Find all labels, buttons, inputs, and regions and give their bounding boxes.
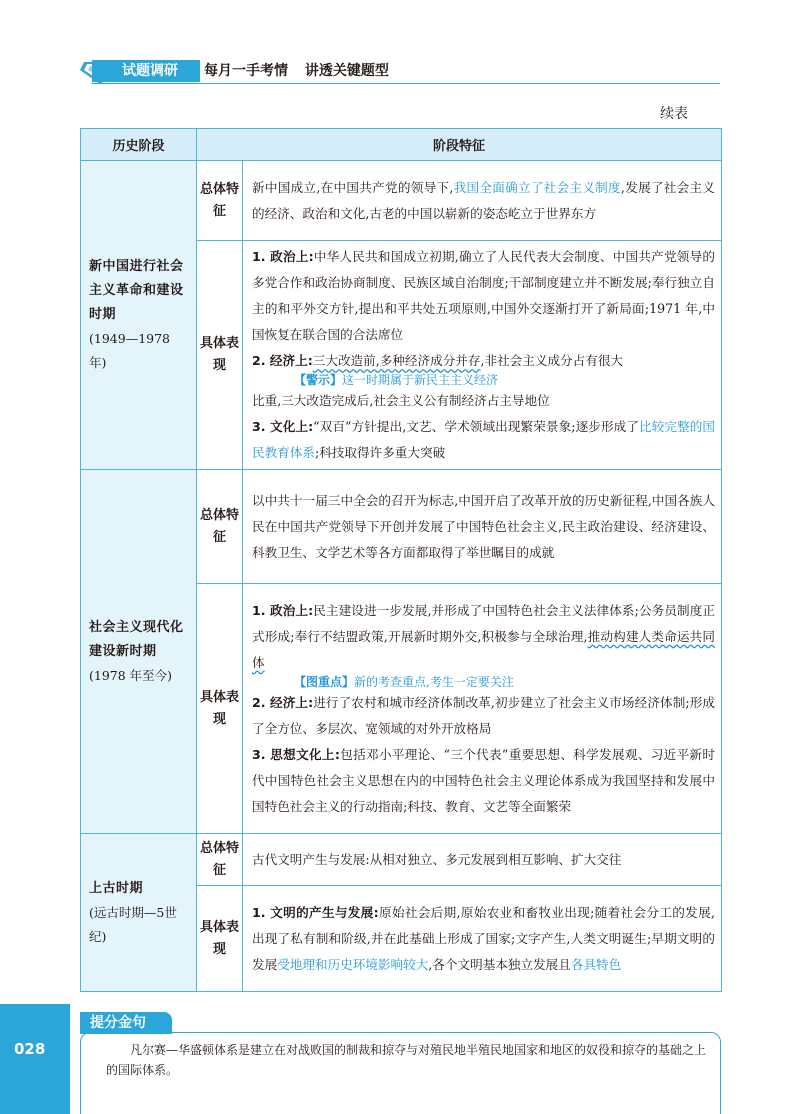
note-tag: 【警示】 xyxy=(294,373,343,387)
era-name: 上古时期 xyxy=(89,880,144,896)
label-specific: 具体表现 xyxy=(197,886,243,992)
point-politics xyxy=(252,244,715,348)
point-heading: 2. 经济上: xyxy=(252,353,313,368)
era-cell xyxy=(81,834,197,992)
col-header-features: 阶段特征 xyxy=(197,129,722,161)
overall-content: 古代文明产生与发展:从相对独立、多元发展到相互影响、扩大交往 xyxy=(243,834,722,886)
point-heading: 3. 思想文化上: xyxy=(252,746,340,762)
text-run: ;科技取得许多重大突破 xyxy=(314,445,446,460)
wavy-underlined-text: 三大改造前,多种经济成分并存 xyxy=(312,353,481,368)
highlight-text: 受地理和历史环境影响较大 xyxy=(277,956,429,972)
era-period: (1949—1978 年) xyxy=(89,331,170,370)
specific-content xyxy=(243,886,722,992)
text-run: “双百”方针提出,文艺、学术领域出现繁荣景象;逐步形成了 xyxy=(313,419,640,434)
point-economy-cont: 比重,三大改造完成后,社会主义公有制经济占主导地位 xyxy=(252,393,550,408)
point-thought-culture xyxy=(252,742,715,820)
label-overall: 总体特征 xyxy=(197,470,243,584)
point-heading: 3. 文化上: xyxy=(252,419,314,434)
point-heading: 1. 政治上: xyxy=(252,602,314,618)
header-tag: 试题调研 xyxy=(92,60,200,82)
header-subtitle xyxy=(204,60,401,82)
text-run: ,各个文明基本独立发展且 xyxy=(428,956,571,972)
table-row xyxy=(81,834,722,886)
era-period: (1978 年至今) xyxy=(89,667,173,683)
note-text: 这一时期属于新民主主义经济 xyxy=(342,373,499,387)
col-header-stage: 历史阶段 xyxy=(81,129,197,161)
specific-content xyxy=(243,241,722,470)
text-run: ,非社会主义成分占有很大 xyxy=(480,353,624,368)
era-name: 社会主义现代化建设新时期 xyxy=(89,619,184,659)
annotation-note xyxy=(252,371,715,389)
label-specific: 具体表现 xyxy=(197,584,243,834)
specific-content xyxy=(243,584,722,834)
text-run: ,发展了社会主义的经济、政治和文化,古老的中国以崭新的姿态屹立于世界东方 xyxy=(252,179,716,221)
label-overall: 总体特征 xyxy=(197,161,243,241)
point-politics xyxy=(252,598,715,676)
point-heading: 1. 文明的产生与发展: xyxy=(252,904,379,920)
tip-text: 凡尔赛—华盛顿体系是建立在对战败国的制裁和掠夺与对殖民地半殖民地国家和地区的奴役和掠夺的基础之上的国际体系。 xyxy=(106,1043,707,1077)
era-cell xyxy=(81,470,197,834)
highlight-text: 我国全面确立了社会主义制度 xyxy=(453,179,621,195)
point-heading: 1. 政治上: xyxy=(252,249,314,264)
note-tag: 【图重点】 xyxy=(294,674,355,689)
header-subtitle-2: 讲透关键题型 xyxy=(304,63,389,79)
point-economy xyxy=(252,690,715,742)
page-header xyxy=(80,58,720,86)
highlight-text: 各具特色 xyxy=(570,956,622,972)
overall-content xyxy=(243,161,722,241)
text-run: 原始社会后期,原始农业和畜牧业出现;随着社会分工的发展,出现了私有制和阶级,并在此基础上形成了国家;文字产生,人类文明诞生;早期文明的发展 xyxy=(252,904,716,972)
text-run: 民主建设进一步发展,并形成了中国特色社会主义法律体系;公务员制度正式形成;奉行不结盟政策,开展新时期外交,积极参与全球治理, xyxy=(252,602,716,644)
continued-label: 续表 xyxy=(660,106,688,122)
header-rule xyxy=(92,83,720,84)
history-stage-table xyxy=(80,128,722,992)
highlight-text: 比较完整的国民教育体系 xyxy=(252,419,716,460)
era-period: (远古时期—5世纪) xyxy=(89,904,177,944)
point-civilization xyxy=(252,900,715,978)
annotation-note xyxy=(252,673,715,691)
label-specific: 具体表现 xyxy=(197,241,243,470)
header-subtitle-1: 每月一手考情 xyxy=(204,63,288,79)
point-culture xyxy=(252,414,715,466)
page-number: 028 xyxy=(14,1040,46,1058)
page-side-tab xyxy=(0,1004,70,1114)
text-run: 包括邓小平理论、“三个代表”重要思想、科学发展观、习近平新时代中国特色社会主义思想在内的中国特色社会主义理论体系成为我国坚持和发展中国特色社会主义的行动指南;科技、教育、文艺等全面繁荣 xyxy=(252,746,716,814)
table-row xyxy=(81,470,722,584)
text-run: 中华人民共和国成立初期,确立了人民代表大会制度、中国共产党领导的多党合作和政治协商制度、民族区域自治制度;干部制度建立并不断发展;奉行独立自主的和平外交方针,提出和平共处五项原则,中国外交逐渐打开了新局面;1971 年,中国恢复在联合国的合法席位 xyxy=(252,249,716,342)
wavy-underlined-text: 推动构建人类命运共同体 xyxy=(252,628,716,670)
era-cell xyxy=(81,161,197,470)
table-header-row xyxy=(81,129,722,161)
label-overall: 总体特征 xyxy=(197,834,243,886)
note-text: 新的考查重点,考生一定要关注 xyxy=(354,674,514,689)
text-run: 进行了农村和城市经济体制改革,初步建立了社会主义市场经济体制;形成了全方位、多层次、宽领域的对外开放格局 xyxy=(252,694,716,736)
text-run: 新中国成立,在中国共产党的领导下, xyxy=(252,179,454,195)
era-name: 新中国进行社会主义革命和建设时期 xyxy=(89,259,184,322)
overall-content: 以中共十一届三中全会的召开为标志,中国开启了改革开放的历史新征程,中国各族人民在中国共产党领导下开创并发展了中国特色社会主义,民主政治建设、经济建设、科教卫生、文学艺术等各方面都取得了举世瞩目的成就 xyxy=(243,470,722,584)
table-row xyxy=(81,161,722,241)
tip-tag: 提分金句 xyxy=(80,1012,172,1034)
point-heading: 2. 经济上: xyxy=(252,694,314,710)
